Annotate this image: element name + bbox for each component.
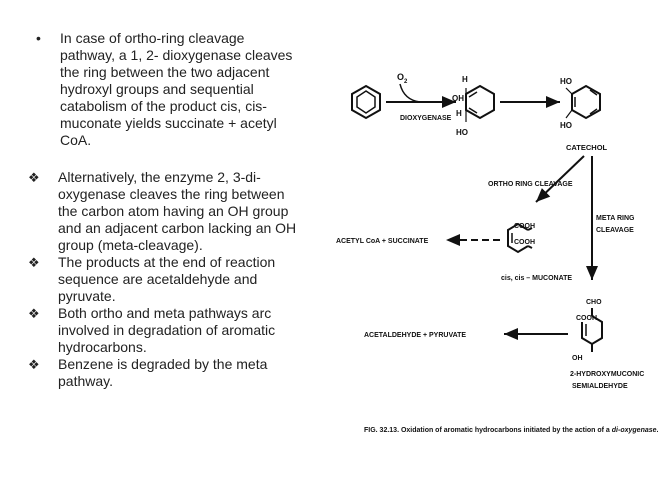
acetaldehyde-pyruvate-label: ACETALDEHYDE + PYRUVATE xyxy=(364,332,467,339)
bullet-text: Both ortho and meta pathways arc involved in degradation of aromatic hydrocarbons. xyxy=(58,305,276,355)
figure-caption xyxy=(364,427,657,434)
catechol-label: CATECHOL xyxy=(566,143,608,152)
bullet-list xyxy=(26,30,326,390)
bullet-marker: ❖ xyxy=(28,357,39,372)
bullet-marker: ❖ xyxy=(28,170,39,185)
pathway-figure xyxy=(328,58,645,448)
dioxygenase-label: DIOXYGENASE xyxy=(400,115,452,122)
bullet-text: The products at the end of reaction sequence are acetaldehyde and pyruvate. xyxy=(58,254,276,304)
bullet-text: In case of ortho-ring cleavage pathway, a 1, 2- dioxygenase cleaves the ring between the two adjacent hydroxyl groups and sequential catabolism of the product cis, cis- muconate yields succinate + acetyl CoA. xyxy=(60,30,293,148)
bullet-benzene xyxy=(26,356,326,390)
dihydrodiol-ring xyxy=(466,86,494,122)
semialdehyde-label-2: SEMIALDEHYDE xyxy=(572,383,628,390)
bullet-marker: ❖ xyxy=(28,306,39,321)
cho-label: CHO xyxy=(586,299,602,306)
catechol-ring xyxy=(566,86,600,118)
meta-ring-label: META RING xyxy=(596,215,635,222)
cooh-label-2: COOH xyxy=(514,239,535,246)
bullet-ortho-cleavage xyxy=(26,30,326,149)
caption-prefix: FIG. 32.13. Oxidation of aromatic hydrocarbons initiated by the action of a xyxy=(364,427,612,434)
bullet-products xyxy=(26,254,326,305)
o2-label: $O_2$ xyxy=(397,72,408,85)
dihydrodiol-ho: HO xyxy=(456,128,468,137)
bullet-pathways xyxy=(26,305,326,356)
arrow-ortho-cleavage xyxy=(536,156,584,202)
dihydrodiol-h-top: H xyxy=(462,75,468,84)
catechol-ho-top: HO xyxy=(560,77,572,86)
catechol-ho-bottom: HO xyxy=(560,121,572,130)
cooh-label-1: COOH xyxy=(514,223,535,230)
semialdehyde-label-1: 2-HYDROXYMUCONIC xyxy=(570,371,645,378)
bullet-text: Benzene is degraded by the meta pathway. xyxy=(58,356,268,389)
dihydrodiol-oh: OH xyxy=(452,94,464,103)
pathway-diagram xyxy=(328,58,645,448)
o2-curve xyxy=(400,84,420,102)
oh-label-bottom: OH xyxy=(572,355,583,362)
cleavage-label: CLEAVAGE xyxy=(596,227,634,234)
cis-cis-muconate-label: cis, cis – MUCONATE xyxy=(501,275,573,282)
bullet-meta-cleavage xyxy=(26,169,326,254)
acetyl-coa-succinate-label: ACETYL CoA + SUCCINATE xyxy=(336,238,429,245)
bullet-marker: • xyxy=(36,30,41,46)
bullet-text: Alternatively, the enzyme 2, 3-di- oxygenase cleaves the ring between the carbon atom having an OH group and an adjacent carbon lacking an OH group (meta-cleavage). xyxy=(58,169,297,253)
cooh-label-3: COOH xyxy=(576,315,597,322)
ortho-ring-cleavage-label: ORTHO RING CLEAVAGE xyxy=(488,181,573,188)
benzene-ring xyxy=(352,86,380,118)
caption-italic: di-oxygenase xyxy=(611,427,657,434)
bullet-marker: ❖ xyxy=(28,255,39,270)
dihydrodiol-h-mid: H xyxy=(456,109,462,118)
